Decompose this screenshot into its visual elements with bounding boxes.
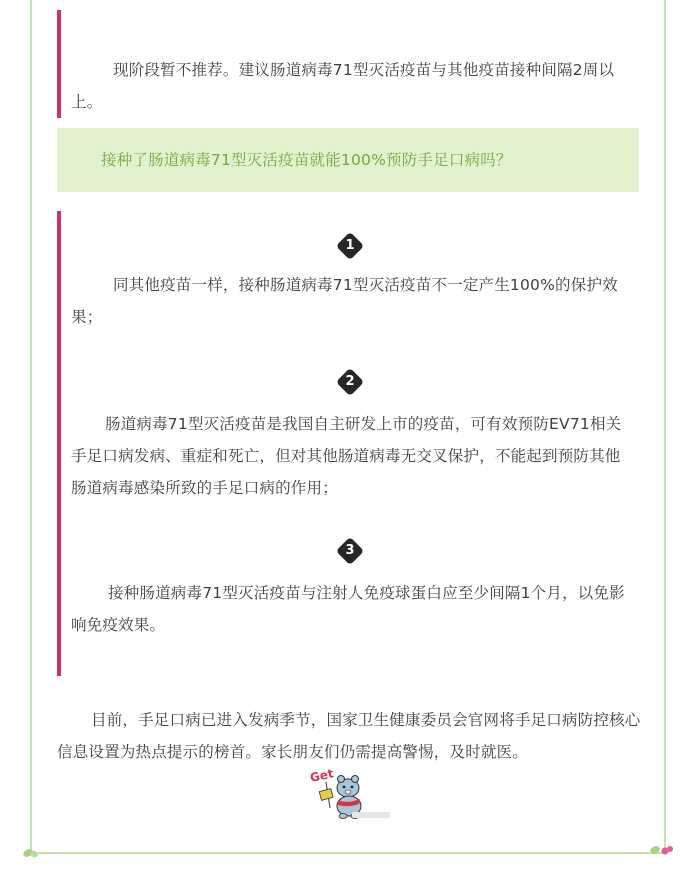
- number-badge-2: [337, 369, 363, 395]
- answer-block: [57, 211, 639, 676]
- answer-text-3: 接种肠道病毒71型灭活疫苗与注射人免疫球蛋白应至少间隔1个月，以免影响免疫效果。: [71, 584, 625, 634]
- number-badge-1: [337, 233, 363, 259]
- note-text: 现阶段暂不推荐。建议肠道病毒71型灭活疫苗与其他疫苗接种间隔2周以上。: [71, 61, 615, 111]
- question-box: [57, 128, 639, 192]
- leaf-ornament-left-icon: [22, 845, 40, 861]
- sticker-get-label: Get: [308, 766, 335, 785]
- accent-bar: [57, 10, 61, 118]
- question-text: 接种了肠道病毒71型灭活疫苗就能100%预防手足口病吗？: [101, 151, 512, 169]
- accent-bar: [57, 211, 61, 676]
- frame-right-border: [664, 0, 666, 850]
- leaf-ornament-right-icon: [646, 840, 674, 858]
- number-badge-3: [337, 538, 363, 564]
- badge-number: 3: [345, 543, 355, 558]
- mascot-sticker-icon: [308, 766, 398, 822]
- badge-number: 2: [345, 374, 355, 389]
- badge-number: 1: [345, 238, 355, 253]
- answer-text-2: 肠道病毒71型灭活疫苗是我国自主研发上市的疫苗，可有效预防EV71相关手足口病发病、重症和死亡，但对其他肠道病毒无交叉保护，不能起到预防其他肠道病毒感染所致的手足口病的作用；: [71, 415, 622, 497]
- answer-text-1: 同其他疫苗一样，接种肠道病毒71型灭活疫苗不一定产生100%的保护效果；: [71, 276, 618, 326]
- note-block: [57, 10, 639, 118]
- closing-paragraph: 目前，手足口病已进入发病季节，国家卫生健康委员会官网将手足口病防控核心信息设置为热点提示的榜首。家长朋友们仍需提高警惕，及时就医。: [57, 711, 641, 761]
- frame-bottom-border: [30, 852, 666, 854]
- frame-left-border: [30, 0, 32, 855]
